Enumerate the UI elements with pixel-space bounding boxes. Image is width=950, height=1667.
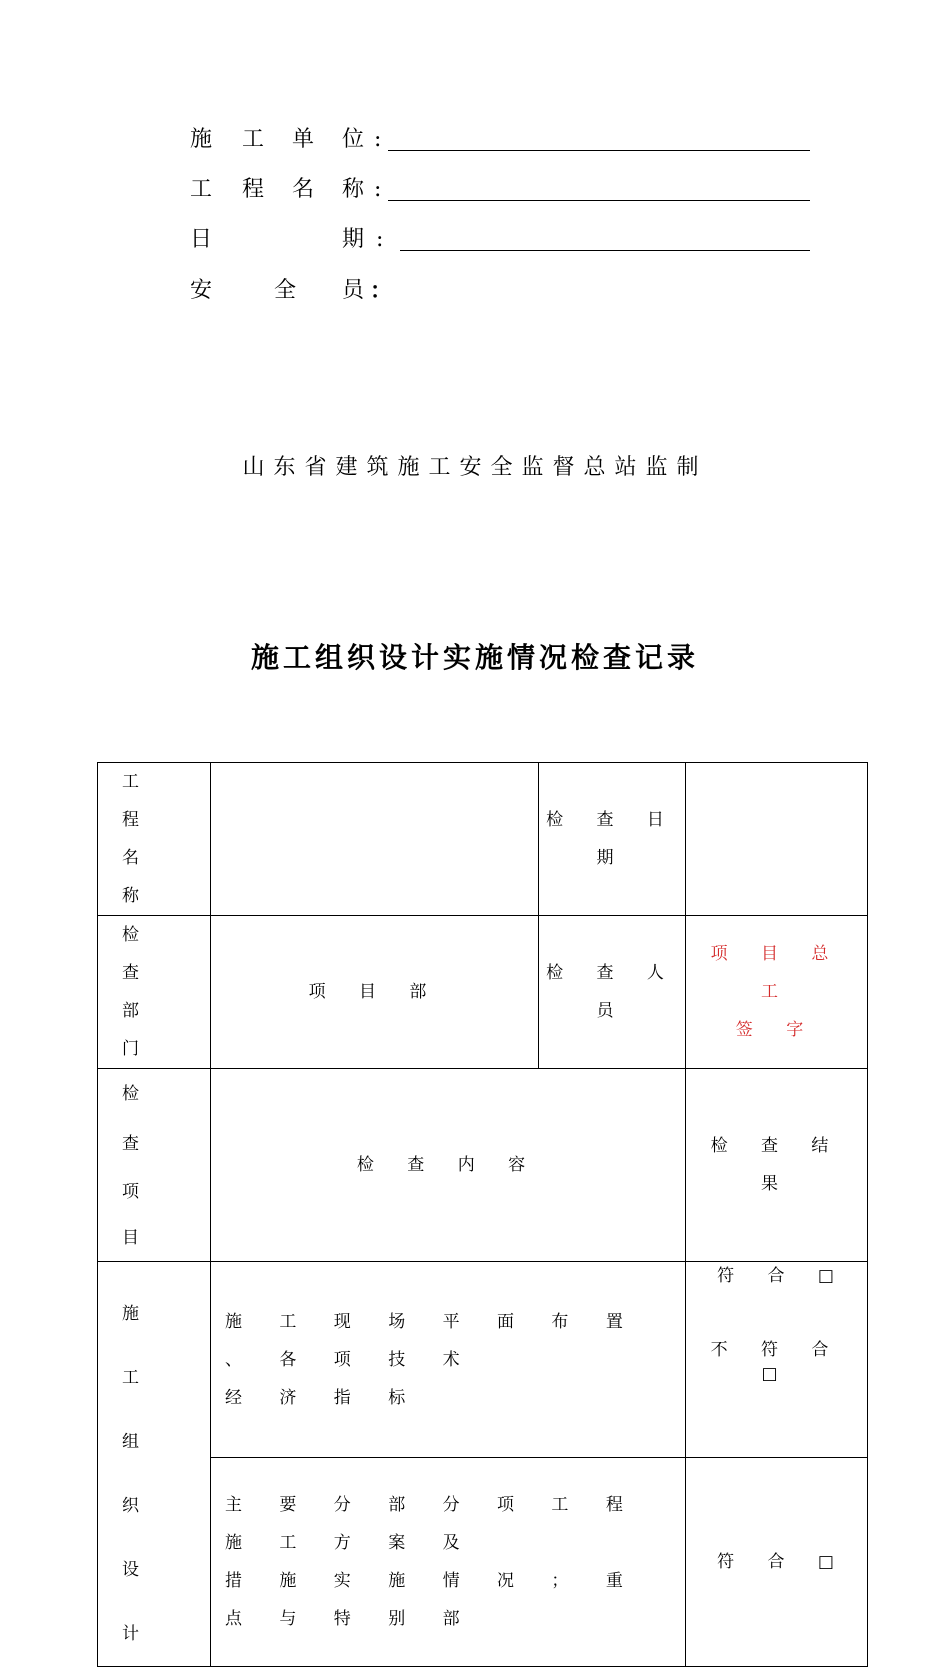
label-char: 称 (342, 177, 365, 202)
check-date-value[interactable] (686, 763, 868, 916)
label-char: 全 (274, 278, 297, 303)
inspector-label-cell (539, 916, 686, 1069)
item-label: 检 查 (122, 1084, 159, 1154)
label-char: 位 (342, 127, 365, 152)
field-colon: : (376, 227, 384, 252)
row2-content: 主 要 分 部 分 项 工 程 施 工 方 案 及 (225, 1495, 639, 1554)
inspector-signature: 项 目 总 工 (710, 944, 843, 1002)
field-colon: : (374, 177, 382, 202)
item-label-cell (98, 1069, 211, 1262)
table-row (98, 1458, 868, 1667)
label-char: 单 (292, 127, 315, 152)
inspector-signature-cell[interactable] (686, 916, 868, 1069)
inspection-table (97, 762, 868, 1667)
row2-content: 措 施 实 施 情 况 ； 重 点 与 特 别 部 (225, 1571, 639, 1630)
table-row (98, 1262, 868, 1458)
label-char: 工 (242, 127, 265, 152)
table-row (98, 1069, 868, 1262)
result-header: 检 查 结 果 (686, 1069, 868, 1262)
dept-value[interactable]: 项 目 部 (211, 916, 539, 1069)
field-colon: : (374, 127, 382, 152)
supervisor-text: 山东省建筑施工安全监督总站监制 (242, 455, 708, 480)
dept-label-cell (98, 916, 211, 1069)
label-char: 期 (342, 227, 365, 252)
row2-content-cell (211, 1458, 686, 1667)
table-row (98, 916, 868, 1069)
label-char: 员 (342, 278, 365, 303)
project-name-label-cell (98, 763, 211, 916)
project-name-value[interactable] (211, 763, 539, 916)
label-char: 程 (242, 177, 265, 202)
document-title: 施工组织设计实施情况检查记录 (250, 641, 699, 674)
row1-content-cell (211, 1262, 686, 1458)
group-label: 组 织 (122, 1432, 159, 1516)
field-colon: ： (370, 278, 393, 304)
project-name-label: 工 程 (122, 772, 159, 830)
label-char: 日 (190, 227, 213, 252)
group-label: 施 工 (122, 1304, 159, 1388)
row1-content: 经 济 指 标 (225, 1387, 422, 1408)
table-row (98, 763, 868, 916)
group-label: 设 计 (122, 1560, 159, 1644)
date-line[interactable] (400, 250, 810, 251)
label-char: 安 (190, 278, 213, 303)
row1-result-fail[interactable]: 不 符 合 □ (710, 1340, 843, 1384)
group-label-cell (98, 1262, 211, 1667)
inspector-label: 检 查 人 (546, 963, 678, 983)
row2-result-pass[interactable]: 符 合 □ (686, 1458, 868, 1667)
check-date-label-cell (539, 763, 686, 916)
row1-content: 施 工 现 场 平 面 布 置 、 各 项 技 术 (225, 1311, 639, 1370)
dept-label: 检 查 (122, 925, 159, 983)
construction-unit-line[interactable] (388, 150, 810, 151)
content-header: 检 查 内 容 (211, 1069, 686, 1262)
dept-label: 部 门 (122, 1001, 159, 1059)
item-label: 项 目 (122, 1182, 159, 1248)
label-char: 名 (292, 177, 315, 202)
project-name-label: 名 称 (122, 848, 159, 906)
row1-result-cell (686, 1262, 868, 1458)
label-char: 工 (190, 177, 213, 202)
check-date-label: 期 (596, 848, 628, 868)
row1-result-pass[interactable]: 符 合 □ (717, 1266, 848, 1286)
label-char: 施 (190, 127, 213, 152)
inspector-signature: 签 字 (735, 1020, 818, 1040)
inspector-label: 员 (596, 1001, 628, 1021)
project-name-line[interactable] (388, 200, 810, 201)
check-date-label: 检 查 日 (546, 810, 678, 830)
